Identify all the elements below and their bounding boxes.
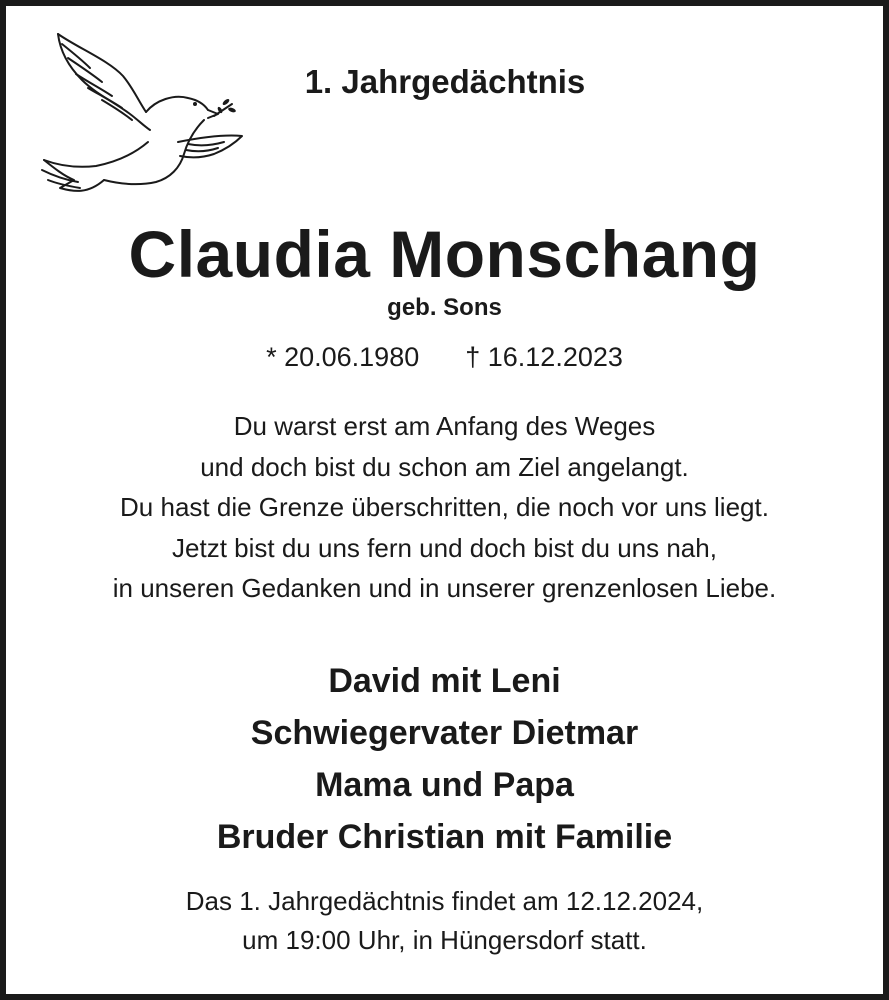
poem (20, 406, 869, 609)
mourner: Mama und Papa (315, 766, 574, 804)
notice-line: Das 1. Jahrgedächtnis findet am 12.12.2024, (185, 886, 704, 916)
poem-line: in unseren Gedanken und in unserer grenzenlosen Liebe. (112, 573, 777, 603)
mourner: Bruder Christian mit Familie (216, 818, 673, 856)
poem-line: Du warst erst am Anfang des Weges (233, 411, 656, 441)
birth-date: * 20.06.1980 (266, 342, 420, 372)
memorial-notice (40, 882, 849, 960)
mourner: David mit Leni (328, 662, 561, 700)
maiden-name: geb. Sons (387, 294, 502, 321)
dove-icon (38, 30, 250, 206)
death-date: † 16.12.2023 (465, 342, 623, 372)
poem-line: Du hast die Grenze überschritten, die noch vor uns liegt. (120, 492, 769, 522)
mourner: Schwiegervater Dietmar (250, 714, 639, 752)
notice-line: um 19:00 Uhr, in Hüngersdorf statt. (242, 925, 647, 955)
deceased-name: Claudia Monschang (128, 217, 761, 291)
poem-line: und doch bist du schon am Ziel angelangt. (200, 451, 689, 482)
mourners-list (40, 655, 849, 863)
life-dates (40, 340, 849, 374)
poem-line: Jetzt bist du uns fern und doch bist du uns nah, (172, 532, 717, 563)
heading: 1. Jahrgedächtnis (304, 63, 586, 100)
